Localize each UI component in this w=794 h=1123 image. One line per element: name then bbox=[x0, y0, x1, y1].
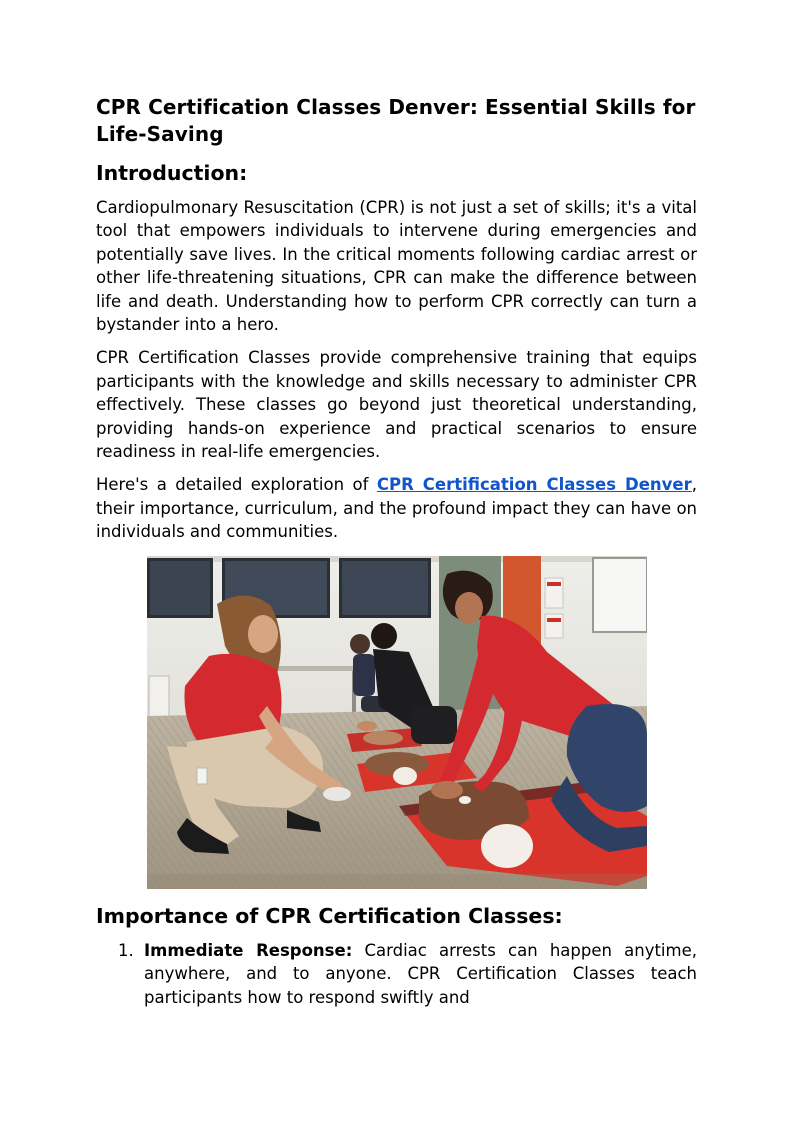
exploration-paragraph bbox=[96, 473, 697, 543]
importance-list bbox=[96, 939, 697, 1010]
cpr-training-photo bbox=[147, 556, 647, 889]
list-item-term: Immediate Response: bbox=[144, 940, 353, 960]
intro-paragraph-1: Cardiopulmonary Resuscitation (CPR) is not just a set of skills; it's a vital tool that empowers individuals to intervene during emergencies and potentially save lives. In the critical moments following cardiac arrest or other life-threatening situations, CPR can make the difference between life and death. Understanding how to perform CPR correctly can turn a bystander into a hero. bbox=[96, 198, 697, 335]
intro-paragraph-2: CPR Certification Classes provide comprehensive training that equips participants with the knowledge and skills necessary to administer CPR effectively. These classes go beyond just theoretical understanding, providing hands-on experience and practical scenarios to ensure readiness in real-life emergencies. bbox=[96, 348, 697, 462]
list-item bbox=[96, 939, 697, 1010]
document-title: CPR Certification Classes Denver: Essential Skills for Life-Saving bbox=[96, 95, 696, 146]
cpr-training-illustration bbox=[147, 556, 647, 889]
document-page bbox=[96, 94, 697, 1009]
importance-heading: Importance of CPR Certification Classes: bbox=[96, 903, 563, 928]
list-item-text: Cardiac arrests can happen anytime, anywhere, and to anyone. CPR Certification Classes teach participants how to respond swiftly and bbox=[144, 940, 697, 1007]
cpr-classes-denver-link[interactable]: CPR Certification Classes Denver bbox=[376, 475, 692, 495]
list-item-number: 1. bbox=[118, 940, 134, 960]
exploration-prefix: Here's a detailed exploration of bbox=[96, 475, 377, 495]
intro-heading: Introduction: bbox=[96, 161, 248, 185]
exploration-suffix: , their importance, curriculum, and the profound impact they can have on individuals and communities. bbox=[96, 475, 697, 542]
